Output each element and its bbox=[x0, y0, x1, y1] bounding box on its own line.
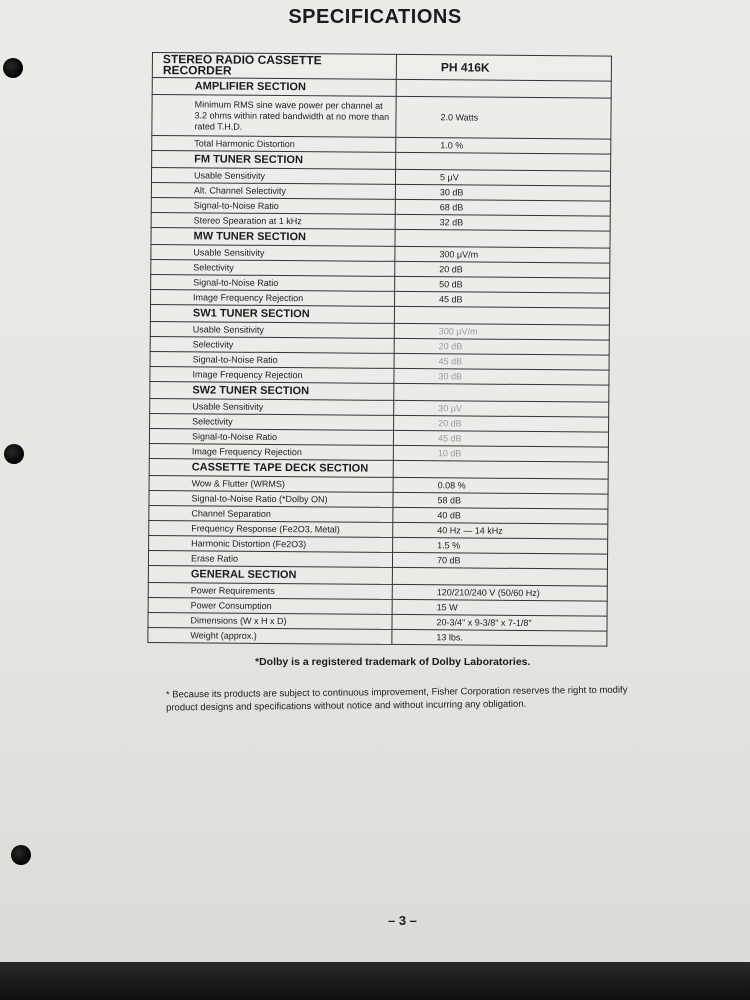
specifications-table bbox=[147, 52, 612, 647]
spec-value: 30 μV bbox=[394, 400, 609, 417]
binder-hole bbox=[4, 444, 24, 464]
table-row bbox=[148, 627, 607, 646]
spec-value: 1.0 % bbox=[396, 137, 611, 154]
spec-value: 58 dB bbox=[393, 492, 608, 509]
spec-value: 30 dB bbox=[395, 184, 610, 201]
section-title: AMPLIFIER SECTION bbox=[152, 78, 396, 97]
spec-value: 0.08 % bbox=[393, 477, 608, 494]
section-title: CASSETTE TAPE DECK SECTION bbox=[149, 458, 393, 477]
section-value-cell bbox=[395, 229, 610, 248]
section-title: GENERAL SECTION bbox=[148, 565, 392, 584]
spec-value: 20 dB bbox=[394, 415, 609, 432]
product-type-header: STEREO RADIO CASSETTE RECORDER bbox=[152, 53, 396, 80]
spec-label: Usable Sensitivity bbox=[151, 168, 395, 185]
table-header-row bbox=[152, 53, 611, 82]
spec-label: Signal-to-Noise Ratio bbox=[151, 274, 395, 291]
spec-label: Total Harmonic Distortion bbox=[152, 136, 396, 153]
spec-label: Signal-to-Noise Ratio (*Dolby ON) bbox=[149, 490, 393, 507]
spec-label: Image Frequency Rejection bbox=[151, 289, 395, 306]
section-value-cell bbox=[396, 79, 611, 98]
spec-label: Wow & Flutter (WRMS) bbox=[149, 475, 393, 492]
spec-label: Selectivity bbox=[151, 259, 395, 276]
spec-value: 45 dB bbox=[393, 430, 608, 447]
spec-value: 32 dB bbox=[395, 214, 610, 231]
spec-label: Dimensions (W x H x D) bbox=[148, 612, 392, 629]
table-row bbox=[152, 95, 611, 140]
spec-value: 50 dB bbox=[395, 276, 610, 293]
spec-value: 20 dB bbox=[394, 338, 609, 355]
spec-value: 45 dB bbox=[394, 353, 609, 370]
spec-label: Image Frequency Rejection bbox=[149, 443, 393, 460]
page-title: SPECIFICATIONS bbox=[288, 6, 462, 28]
spec-label: Power Requirements bbox=[148, 582, 392, 599]
section-value-cell bbox=[392, 567, 607, 586]
dolby-trademark-note: *Dolby is a registered trademark of Dolby Laboratories. bbox=[255, 656, 531, 668]
spec-value: 45 dB bbox=[395, 291, 610, 308]
spec-value: 2.0 Watts bbox=[396, 96, 611, 139]
spec-value: 300 μV/m bbox=[395, 246, 610, 263]
spec-label: Stereo Spearation at 1 kHz bbox=[151, 212, 395, 229]
spec-value: 40 Hz — 14 kHz bbox=[393, 522, 608, 539]
binder-hole bbox=[3, 58, 23, 78]
section-value-cell bbox=[396, 152, 611, 171]
spec-label: Usable Sensitivity bbox=[150, 398, 394, 415]
spec-value: 1.5 % bbox=[393, 537, 608, 554]
spec-value: 120/210/240 V (50/60 Hz) bbox=[392, 584, 607, 601]
section-title: SW2 TUNER SECTION bbox=[150, 381, 394, 400]
section-value-cell bbox=[393, 460, 608, 479]
spec-label: Minimum RMS sine wave power per channel at 3.2 ohms within rated bandwidth at no more than rated T.H.D. bbox=[152, 95, 396, 138]
spec-value: 300 μV/m bbox=[394, 323, 609, 340]
spec-value: 70 dB bbox=[392, 552, 607, 569]
spec-value: 40 dB bbox=[393, 507, 608, 524]
spec-value: 30 dB bbox=[394, 368, 609, 385]
scanner-bed-edge bbox=[0, 962, 750, 1000]
spec-value: 20-3/4" x 9-3/8" x 7-1/8" bbox=[392, 614, 607, 631]
page-number: – 3 – bbox=[388, 913, 417, 928]
model-header: PH 416K bbox=[396, 54, 611, 81]
spec-label: Power Consumption bbox=[148, 597, 392, 614]
spec-value: 13 lbs. bbox=[392, 629, 607, 646]
section-title: FM TUNER SECTION bbox=[152, 151, 396, 170]
spec-value: 10 dB bbox=[393, 445, 608, 462]
spec-label: Harmonic Distortion (Fe2O3) bbox=[149, 535, 393, 552]
section-value-cell bbox=[394, 383, 609, 402]
binder-hole bbox=[11, 845, 31, 865]
section-value-cell bbox=[394, 306, 609, 325]
disclaimer-text: * Because its products are subject to continuous improvement, Fisher Corporation reserves the right to modify product designs and specifications without notice and without incurring any obligation. bbox=[165, 684, 628, 714]
spec-value: 20 dB bbox=[395, 261, 610, 278]
section-title: SW1 TUNER SECTION bbox=[150, 304, 394, 323]
spec-label: Signal-to-Noise Ratio bbox=[149, 428, 393, 445]
spec-label: Frequency Response (Fe2O3, Metal) bbox=[149, 520, 393, 537]
spec-value: 15 W bbox=[392, 599, 607, 616]
spec-label: Signal-to-Noise Ratio bbox=[150, 351, 394, 368]
spec-value: 68 dB bbox=[395, 199, 610, 216]
spec-label: Usable Sensitivity bbox=[151, 244, 395, 261]
spec-label: Usable Sensitivity bbox=[150, 321, 394, 338]
section-title: MW TUNER SECTION bbox=[151, 227, 395, 246]
spec-label: Channel Separation bbox=[149, 505, 393, 522]
spec-label: Image Frequency Rejection bbox=[150, 366, 394, 383]
spec-value: 5 μV bbox=[395, 169, 610, 186]
spec-label: Selectivity bbox=[150, 336, 394, 353]
spec-label: Alt. Channel Selectivity bbox=[151, 182, 395, 199]
spec-label: Erase Ratio bbox=[148, 550, 392, 567]
spec-label: Selectivity bbox=[150, 413, 394, 430]
spec-label: Signal-to-Noise Ratio bbox=[151, 197, 395, 214]
spec-label: Weight (approx.) bbox=[148, 627, 392, 644]
